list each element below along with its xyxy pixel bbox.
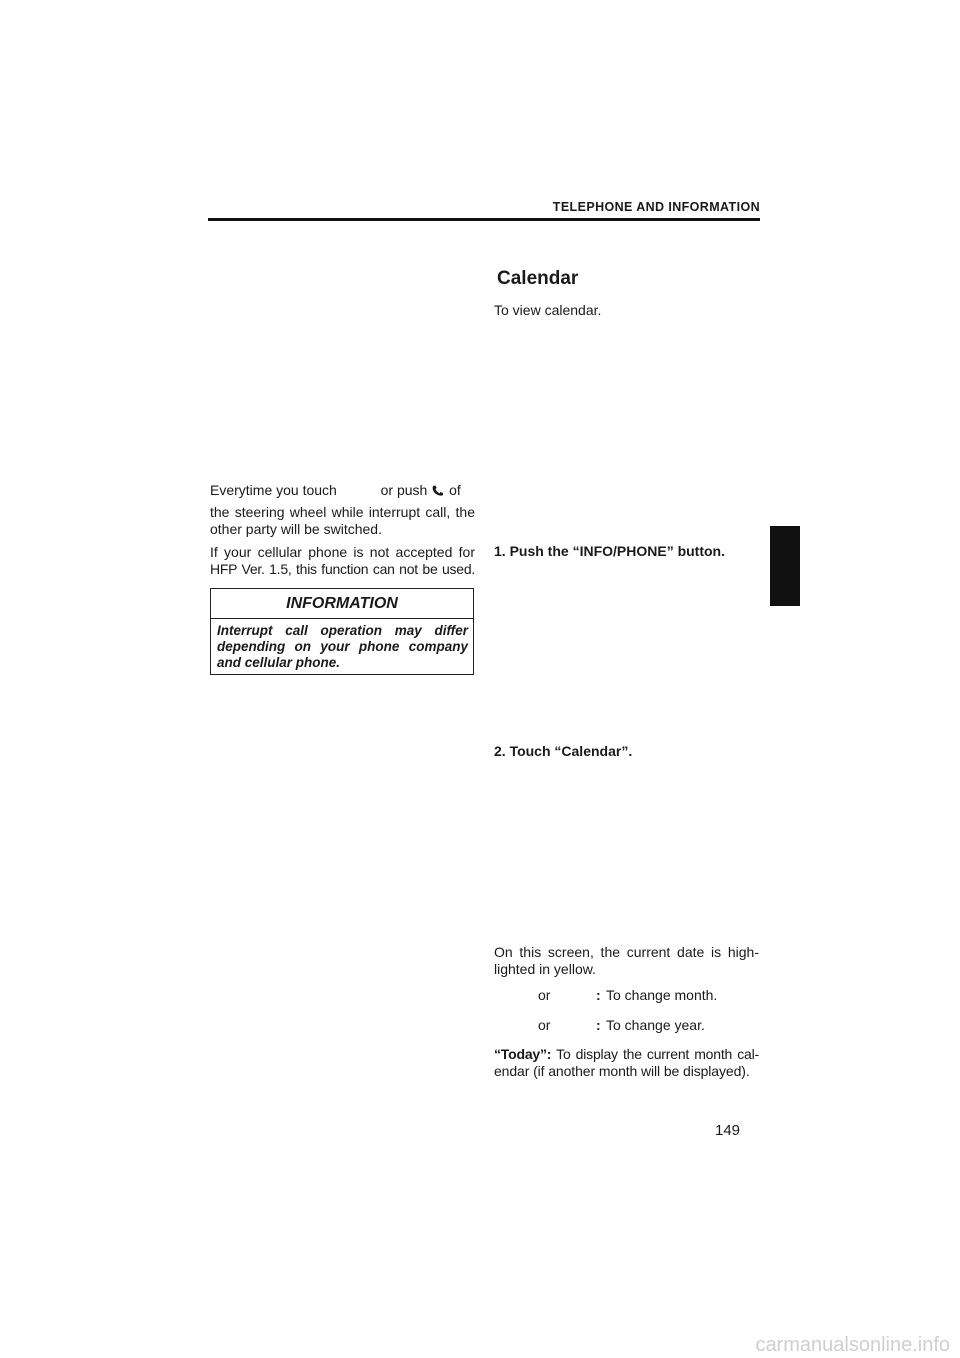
page-number: 149 — [715, 1122, 741, 1139]
today-line1 — [494, 1045, 759, 1063]
definition-or: or — [538, 987, 551, 1003]
running-header: TELEPHONE AND INFORMATION — [552, 200, 760, 214]
interrupt-text-line2: the steering wheel while interrupt call, the — [210, 504, 475, 520]
interrupt-text-line3: other party will be switched. — [210, 521, 382, 537]
today-text: To display the current month cal- — [556, 1046, 760, 1062]
definition-colon: : — [596, 987, 601, 1003]
watermark: carmanualsonline.info — [755, 1334, 950, 1356]
chapter-tab — [770, 526, 800, 606]
information-heading: INFORMATION — [211, 589, 473, 619]
header-rule — [208, 218, 760, 221]
information-line: depending on your phone company — [217, 639, 468, 654]
definition-text: To change month. — [606, 987, 718, 1003]
calendar-intro: To view calendar. — [494, 302, 602, 318]
text-fragment: Everytime you touch — [210, 482, 337, 498]
text-fragment: or push — [380, 482, 428, 498]
interrupt-text-line1 — [210, 481, 475, 501]
definition-or: or — [538, 1017, 551, 1033]
today-line2: endar (if another month will be displayed). — [494, 1063, 750, 1079]
definition-text: To change year. — [606, 1017, 705, 1033]
calendar-desc-line1: On this screen, the current date is high- — [494, 944, 759, 960]
information-line: and cellular phone. — [217, 655, 341, 670]
today-label: “Today”: — [494, 1046, 552, 1062]
step-2: 2. Touch “Calendar”. — [494, 743, 633, 759]
text-fragment: of — [449, 482, 461, 498]
calendar-desc-line2: lighted in yellow. — [494, 961, 596, 977]
information-box — [210, 588, 474, 675]
compat-text-line1: If your cellular phone is not accepted for — [210, 544, 475, 560]
step-1: 1. Push the “INFO/PHONE” button. — [494, 543, 725, 559]
definition-month — [0, 987, 960, 1007]
definition-colon: : — [596, 1017, 601, 1033]
information-body — [217, 623, 468, 671]
information-line: Interrupt call operation may differ — [217, 623, 468, 638]
compat-text-line2: HFP Ver. 1.5, this function can not be used. — [210, 561, 475, 577]
section-title: Calendar — [497, 268, 579, 289]
phone-handset-icon — [431, 483, 445, 501]
definition-year — [0, 1017, 960, 1037]
